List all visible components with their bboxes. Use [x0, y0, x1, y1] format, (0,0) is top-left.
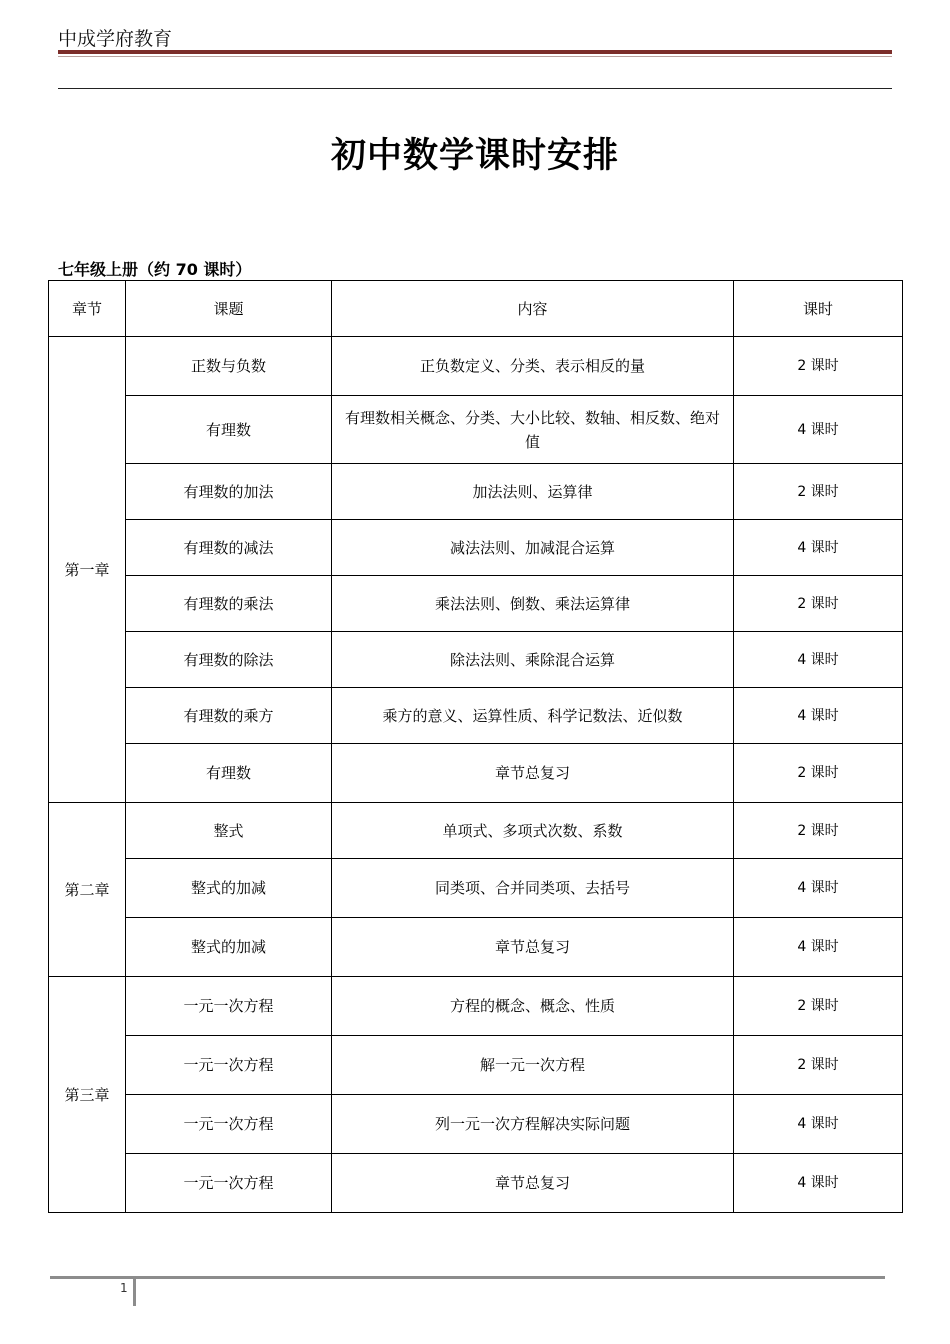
- content-cell: 除法法则、乘除混合运算: [332, 632, 734, 688]
- hours-cell: 2 课时: [734, 576, 903, 632]
- chapter-cell: 第二章: [49, 803, 126, 977]
- table-row: [49, 1036, 903, 1095]
- topic-cell: 有理数的除法: [126, 632, 332, 688]
- hours-cell: 4 课时: [734, 688, 903, 744]
- topic-cell: 有理数的减法: [126, 520, 332, 576]
- table-row: [49, 744, 903, 803]
- column-header-hours: 课时: [734, 281, 903, 337]
- column-header-chapter: 章节: [49, 281, 126, 337]
- content-cell: 列一元一次方程解决实际问题: [332, 1095, 734, 1154]
- page-number: 1: [120, 1281, 128, 1295]
- hours-cell: 2 课时: [734, 803, 903, 859]
- table-row: [49, 803, 903, 859]
- table-row: [49, 977, 903, 1036]
- topic-cell: 有理数: [126, 396, 332, 464]
- table-row: [49, 464, 903, 520]
- hours-cell: 2 课时: [734, 464, 903, 520]
- header-bar-thin: [58, 56, 892, 57]
- table-row: [49, 1154, 903, 1213]
- content-cell: 有理数相关概念、分类、大小比较、数轴、相反数、绝对值: [332, 396, 734, 464]
- chapter-cell: 第三章: [49, 977, 126, 1213]
- topic-cell: 一元一次方程: [126, 977, 332, 1036]
- content-cell: 章节总复习: [332, 918, 734, 977]
- topic-cell: 有理数: [126, 744, 332, 803]
- topic-cell: 有理数的乘方: [126, 688, 332, 744]
- content-cell: 章节总复习: [332, 1154, 734, 1213]
- table-row: [49, 576, 903, 632]
- hours-cell: 4 课时: [734, 396, 903, 464]
- hours-cell: 2 课时: [734, 744, 903, 803]
- footer-tick: [133, 1279, 136, 1306]
- content-cell: 减法法则、加减混合运算: [332, 520, 734, 576]
- content-cell: 方程的概念、概念、性质: [332, 977, 734, 1036]
- header-brand: 中成学府教育: [58, 28, 173, 50]
- topic-cell: 整式的加减: [126, 918, 332, 977]
- table-row: [49, 1095, 903, 1154]
- header-rule: [58, 88, 892, 89]
- hours-cell: 2 课时: [734, 977, 903, 1036]
- topic-cell: 一元一次方程: [126, 1036, 332, 1095]
- section-heading: 七年级上册（约 70 课时）: [58, 260, 252, 279]
- content-cell: 单项式、多项式次数、系数: [332, 803, 734, 859]
- content-cell: 乘方的意义、运算性质、科学记数法、近似数: [332, 688, 734, 744]
- hours-cell: 2 课时: [734, 1036, 903, 1095]
- topic-cell: 整式: [126, 803, 332, 859]
- table-row: [49, 520, 903, 576]
- topic-cell: 正数与负数: [126, 337, 332, 396]
- column-header-content: 内容: [332, 281, 734, 337]
- hours-cell: 4 课时: [734, 1095, 903, 1154]
- table-row: [49, 918, 903, 977]
- document-title: 初中数学课时安排: [330, 136, 619, 176]
- header-bar: [58, 50, 892, 54]
- content-cell: 正负数定义、分类、表示相反的量: [332, 337, 734, 396]
- topic-cell: 有理数的乘法: [126, 576, 332, 632]
- content-cell: 乘法法则、倒数、乘法运算律: [332, 576, 734, 632]
- hours-cell: 4 课时: [734, 632, 903, 688]
- table-row: [49, 396, 903, 464]
- schedule-table: [48, 280, 903, 1213]
- hours-cell: 4 课时: [734, 520, 903, 576]
- content-cell: 解一元一次方程: [332, 1036, 734, 1095]
- hours-cell: 4 课时: [734, 1154, 903, 1213]
- content-cell: 同类项、合并同类项、去括号: [332, 859, 734, 918]
- content-cell: 章节总复习: [332, 744, 734, 803]
- topic-cell: 一元一次方程: [126, 1154, 332, 1213]
- table-row: [49, 688, 903, 744]
- chapter-cell: 第一章: [49, 337, 126, 803]
- hours-cell: 4 课时: [734, 859, 903, 918]
- table-row: [49, 337, 903, 396]
- hours-cell: 4 课时: [734, 918, 903, 977]
- topic-cell: 有理数的加法: [126, 464, 332, 520]
- topic-cell: 一元一次方程: [126, 1095, 332, 1154]
- hours-cell: 2 课时: [734, 337, 903, 396]
- table-header-row: [49, 281, 903, 337]
- content-cell: 加法法则、运算律: [332, 464, 734, 520]
- column-header-topic: 课题: [126, 281, 332, 337]
- topic-cell: 整式的加减: [126, 859, 332, 918]
- footer-line: [50, 1276, 885, 1279]
- table-row: [49, 859, 903, 918]
- table-row: [49, 632, 903, 688]
